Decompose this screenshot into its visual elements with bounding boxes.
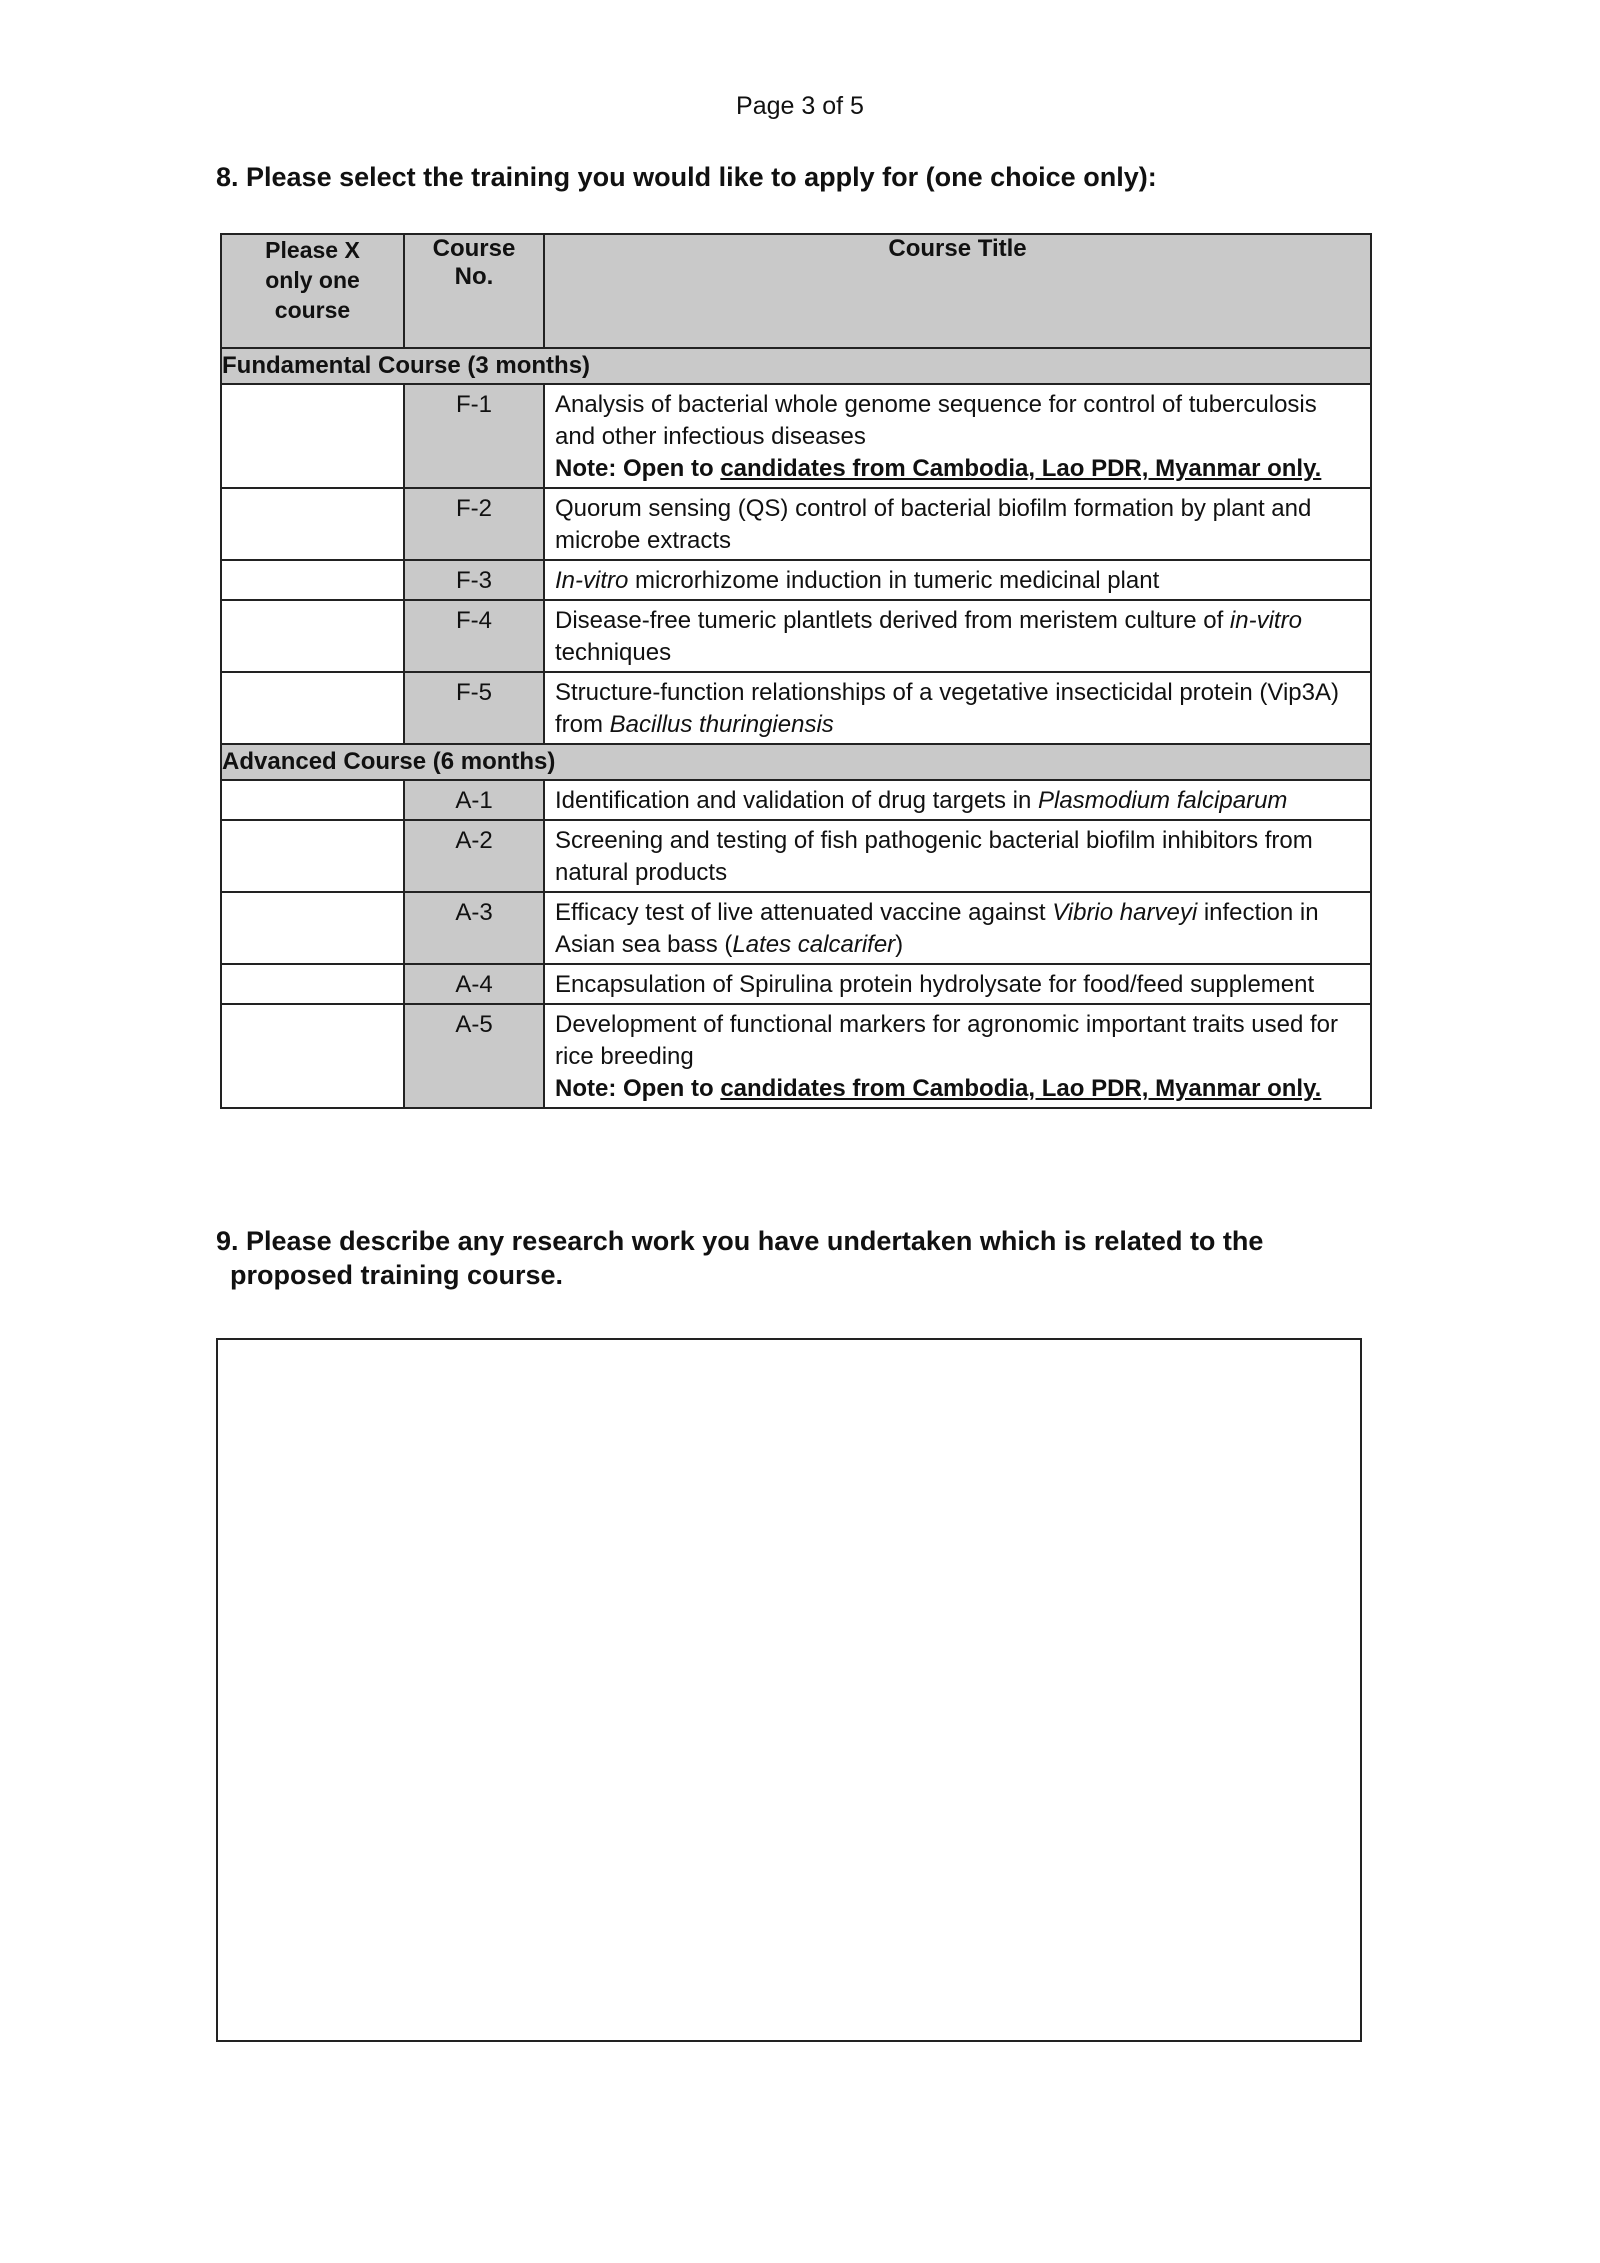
course-title: Structure-function relationships of a vegetative insecticidal protein (Vip3A) from Bacillus thuringiensis [544, 672, 1371, 744]
course-no-column-header: Course No. [404, 234, 544, 348]
select-cell-f3[interactable] [221, 560, 404, 600]
course-no: A-1 [404, 780, 544, 820]
table-row [221, 964, 1371, 1004]
table-row [221, 780, 1371, 820]
table-row [221, 384, 1371, 488]
select-cell-a2[interactable] [221, 820, 404, 892]
select-cell-f1[interactable] [221, 384, 404, 488]
section-row-advanced [221, 744, 1371, 780]
course-no: F-1 [404, 384, 544, 488]
table-row [221, 560, 1371, 600]
select-cell-a5[interactable] [221, 1004, 404, 1108]
course-selection-table [220, 233, 1372, 1109]
table-row [221, 820, 1371, 892]
course-title: Efficacy test of live attenuated vaccine against Vibrio harveyi infection in Asian sea bass (Lates calcarifer) [544, 892, 1371, 964]
page-number: Page 3 of 5 [736, 92, 864, 120]
course-title: In-vitro microrhizome induction in tumeric medicinal plant [544, 560, 1371, 600]
course-title-column-header: Course Title [544, 234, 1371, 348]
research-answer-box[interactable] [216, 1338, 1362, 2042]
course-title: Development of functional markers for agronomic important traits used for rice breeding Note: Open to candidates from Cambodia, Lao PDR, Myanmar only. [544, 1004, 1371, 1108]
select-column-header: Please X only one course [221, 234, 404, 348]
table-row [221, 600, 1371, 672]
table-row [221, 1004, 1371, 1108]
course-note: Note: Open to candidates from Cambodia, Lao PDR, Myanmar only. [555, 455, 1322, 482]
course-no: A-5 [404, 1004, 544, 1108]
course-title: Screening and testing of fish pathogenic bacterial biofilm inhibitors from natural products [544, 820, 1371, 892]
select-cell-a3[interactable] [221, 892, 404, 964]
select-cell-f4[interactable] [221, 600, 404, 672]
table-row [221, 892, 1371, 964]
course-no: F-5 [404, 672, 544, 744]
section-label-advanced: Advanced Course (6 months) [221, 744, 1371, 780]
course-no: F-4 [404, 600, 544, 672]
select-cell-f5[interactable] [221, 672, 404, 744]
course-title: Analysis of bacterial whole genome sequence for control of tuberculosis and other infectious diseases Note: Open to candidates from Cambodia, Lao PDR, Myanmar only. [544, 384, 1371, 488]
course-no: A-4 [404, 964, 544, 1004]
course-no: F-2 [404, 488, 544, 560]
table-row [221, 672, 1371, 744]
course-title: Identification and validation of drug targets in Plasmodium falciparum [544, 780, 1371, 820]
table-header-row [221, 234, 1371, 348]
course-title: Encapsulation of Spirulina protein hydrolysate for food/feed supplement [544, 964, 1371, 1004]
section-row-fundamental [221, 348, 1371, 384]
select-cell-f2[interactable] [221, 488, 404, 560]
course-no: A-3 [404, 892, 544, 964]
question-8: 8. Please select the training you would like to apply for (one choice only): [216, 162, 1157, 192]
course-title: Quorum sensing (QS) control of bacterial biofilm formation by plant and microbe extracts [544, 488, 1371, 560]
select-cell-a1[interactable] [221, 780, 404, 820]
course-no: A-2 [404, 820, 544, 892]
course-note: Note: Open to candidates from Cambodia, Lao PDR, Myanmar only. [555, 1075, 1322, 1102]
select-cell-a4[interactable] [221, 964, 404, 1004]
question-9: 9. Please describe any research work you have undertaken which is related to the proposed training course. [216, 1226, 1264, 1290]
table-row [221, 488, 1371, 560]
course-title: Disease-free tumeric plantlets derived from meristem culture of in-vitro techniques [544, 600, 1371, 672]
course-no: F-3 [404, 560, 544, 600]
section-label-fundamental: Fundamental Course (3 months) [221, 348, 1371, 384]
